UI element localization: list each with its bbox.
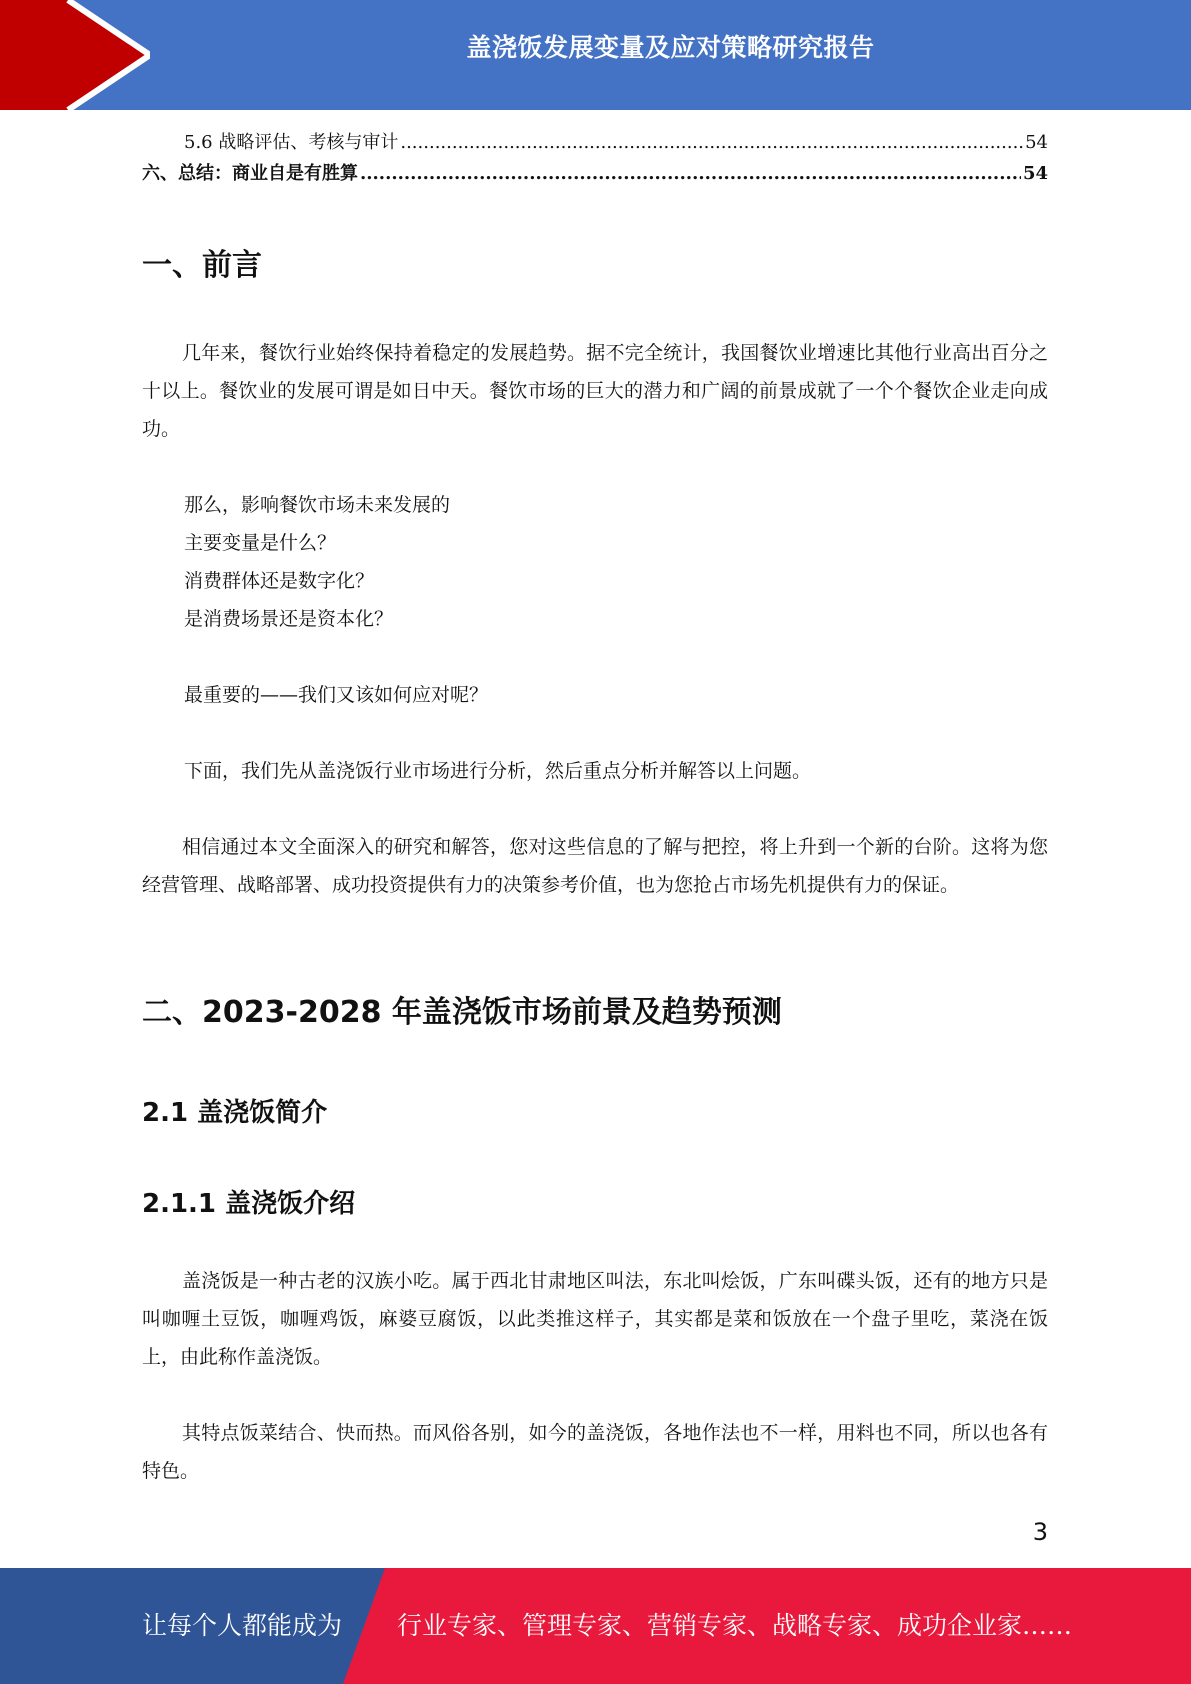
- toc-leader-dots: [400, 132, 1023, 153]
- toc-leader-dots: [360, 163, 1021, 184]
- header-title: 盖浇饭发展变量及应对策略研究报告: [466, 33, 875, 62]
- section-heading-preface: 一、前言: [142, 248, 262, 283]
- subsection-heading-2-1: 2.1 盖浇饭简介: [142, 1098, 328, 1128]
- footer-slogan-right: 行业专家、管理专家、营销专家、战略专家、成功企业家……: [397, 1611, 1073, 1640]
- toc-entry-5-6[interactable]: [142, 128, 1048, 158]
- toc-entry-page: 54: [1025, 132, 1048, 153]
- toc-entry-label: 5.6 战略评估、考核与审计: [184, 132, 399, 153]
- preface-paragraph-1: 几年来，餐饮行业始终保持着稳定的发展趋势。据不完全统计，我国餐饮业增速比其他行业高出百分之十以上。餐饮业的发展可谓是如日中天。餐饮市场的巨大的潜力和广阔的前景成就了一个个餐饮企业走向成功。: [142, 342, 1048, 440]
- question-line-4: 是消费场景还是资本化？: [184, 608, 394, 630]
- toc-entry-page: 54: [1022, 163, 1048, 184]
- preface-paragraph-2: 下面，我们先从盖浇饭行业市场进行分析，然后重点分析并解答以上问题。: [184, 760, 812, 782]
- section-heading-forecast: 二、2023-2028 年盖浇饭市场前景及趋势预测: [142, 995, 782, 1030]
- question-line-1: 那么，影响餐饮市场未来发展的: [184, 494, 451, 516]
- question-line-2: 主要变量是什么？: [184, 532, 337, 554]
- question-line-3: 消费群体还是数字化？: [184, 570, 375, 592]
- intro-paragraph-1: 盖浇饭是一种古老的汉族小吃。属于西北甘肃地区叫法，东北叫烩饭，广东叫碟头饭，还有的地方只是叫咖喱土豆饭，咖喱鸡饭，麻婆豆腐饭，以此类推这样子，其实都是菜和饭放在一个盘子里吃，菜浇在饭上，由此称作盖浇饭。: [142, 1270, 1048, 1368]
- preface-paragraph-3: 相信通过本文全面深入的研究和解答，您对这些信息的了解与把控，将上升到一个新的台阶。这将为您经营管理、战略部署、成功投资提供有力的决策参考价值，也为您抢占市场先机提供有力的保证。: [142, 836, 1048, 896]
- toc-entry-label: 六、总结：商业自是有胜算: [142, 163, 358, 184]
- subsection-heading-2-1-1: 2.1.1 盖浇饭介绍: [142, 1189, 356, 1219]
- page-footer: [0, 1568, 1191, 1684]
- page-header: [0, 0, 1191, 110]
- footer-slogan-left: 让每个人都能成为: [142, 1611, 343, 1640]
- key-question-line: 最重要的——我们又该如何应对呢？: [184, 684, 489, 706]
- page-number: 3: [1032, 1518, 1048, 1546]
- intro-paragraph-2: 其特点饭菜结合、快而热。而风俗各别，如今的盖浇饭，各地作法也不一样，用料也不同，所以也各有特色。: [142, 1422, 1048, 1482]
- toc-entry-chapter-6[interactable]: [142, 159, 1048, 189]
- header-red-arrow-shape: [0, 0, 150, 110]
